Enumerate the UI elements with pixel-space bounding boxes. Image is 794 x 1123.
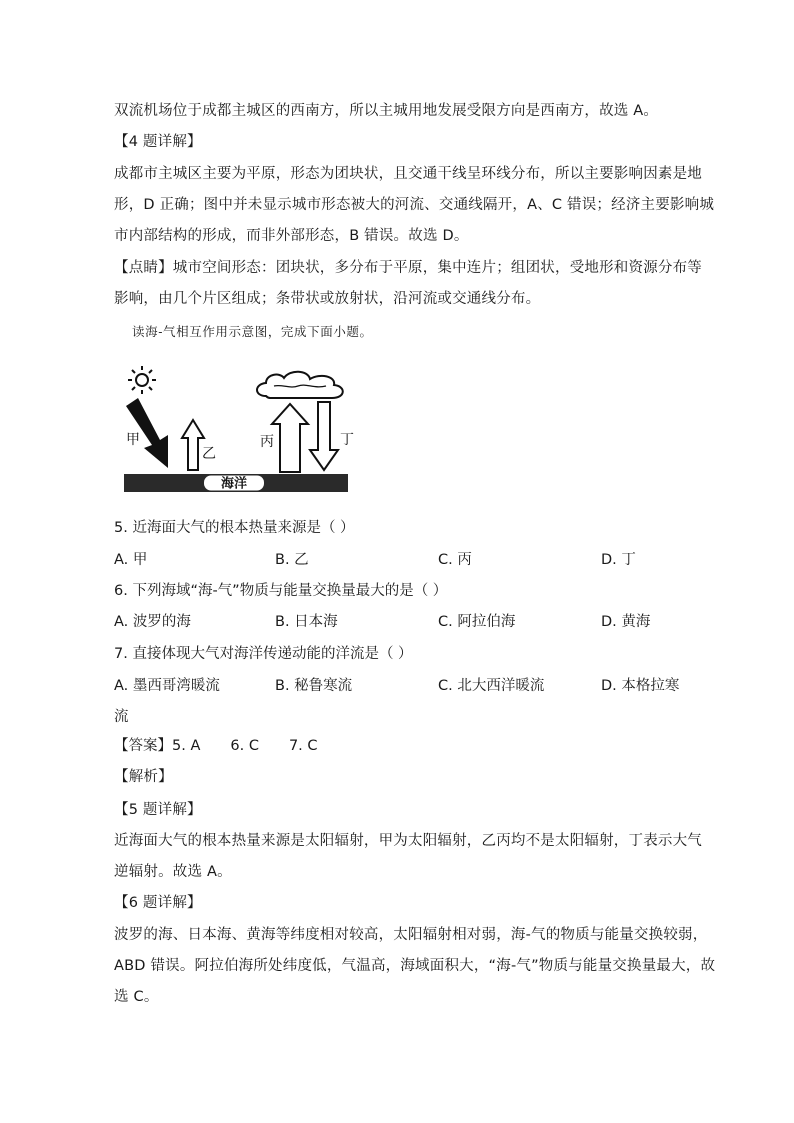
label-yi: 乙 [202,446,216,462]
option-a: A. 波罗的海 [114,614,191,630]
paragraph-line: 成都市主城区主要为平原，形态为团块状，且交通干线呈环线分布，所以主要影响因素是地 [114,166,702,182]
option-d: D. 本格拉寒 [601,678,680,694]
option-a: A. 墨西哥湾暖流 [114,678,220,694]
option-b: B. 秘鲁寒流 [275,678,353,694]
upward-arrow [272,404,308,472]
option-d: D. 丁 [601,552,636,568]
section-heading: 【5 题详解】 [114,802,202,818]
option-b: B. 乙 [275,552,309,568]
option-b: B. 日本海 [275,614,338,630]
paragraph-line: 形，D 正确；图中并未显示城市形态被大的河流、交通线隔开，A、C 错误；经济主要影响城 [114,197,715,213]
label-bing: 丙 [260,434,274,450]
option-d-wrap: 流 [114,709,129,725]
label-ding: 丁 [340,432,354,448]
paragraph-line: 双流机场位于成都主城区的西南方，所以主城用地发展受限方向是西南方，故选 A。 [114,103,659,119]
option-d: D. 黄海 [601,614,651,630]
option-a: A. 甲 [114,552,148,568]
answer-row [114,736,348,756]
question-stem: 5. 近海面大气的根本热量来源是（ ） [114,520,355,536]
question-stem: 6. 下列海域“海-气”物质与能量交换量最大的是（ ） [114,583,448,599]
answer-value: 6. C [230,738,259,754]
figure-caption: 读海-气相互作用示意图，完成下面小题。 [132,324,373,339]
option-c: C. 丙 [438,552,472,568]
paragraph-line: ABD 错误。阿拉伯海所处纬度低，气温高，海域面积大，“海-气”物质与能量交换量最大，故 [114,958,716,974]
label-jia: 甲 [126,432,140,448]
analysis-heading: 【解析】 [114,769,173,785]
option-c: C. 北大西洋暖流 [438,678,545,694]
ocean-label: 海洋 [220,476,248,492]
sea-air-diagram [114,362,354,496]
answer-label: 【答案】 [114,738,172,754]
ocean-radiation-arrow [182,420,204,470]
section-heading: 【4 题详解】 [114,134,202,150]
option-c: C. 阿拉伯海 [438,614,516,630]
paragraph-line: 选 C。 [114,989,159,1005]
atmospheric-counter-radiation-arrow [310,402,338,470]
question-stem: 7. 直接体现大气对海洋传递动能的洋流是（ ） [114,646,413,662]
paragraph-line: 逆辐射。故选 A。 [114,864,232,880]
paragraph-line: 波罗的海、日本海、黄海等纬度相对较高，太阳辐射相对弱，海-气的物质与能量交换较弱， [114,927,708,943]
tip-line: 影响，由几个片区组成；条带状或放射状，沿河流或交通线分布。 [114,291,541,307]
tip-line: 【点睛】城市空间形态：团块状，多分布于平原，集中连片；组团状，受地形和资源分布等 [114,260,702,276]
paragraph-line: 近海面大气的根本热量来源是太阳辐射，甲为太阳辐射，乙丙均不是太阳辐射，丁表示大气 [114,833,702,849]
section-heading: 【6 题详解】 [114,895,202,911]
cloud-icon [257,372,343,398]
paragraph-line: 市内部结构的形成，而非外部形态，B 错误。故选 D。 [114,228,469,244]
sun-icon [128,366,156,394]
answer-value: 5. A [172,738,201,754]
answer-value: 7. C [288,738,318,754]
